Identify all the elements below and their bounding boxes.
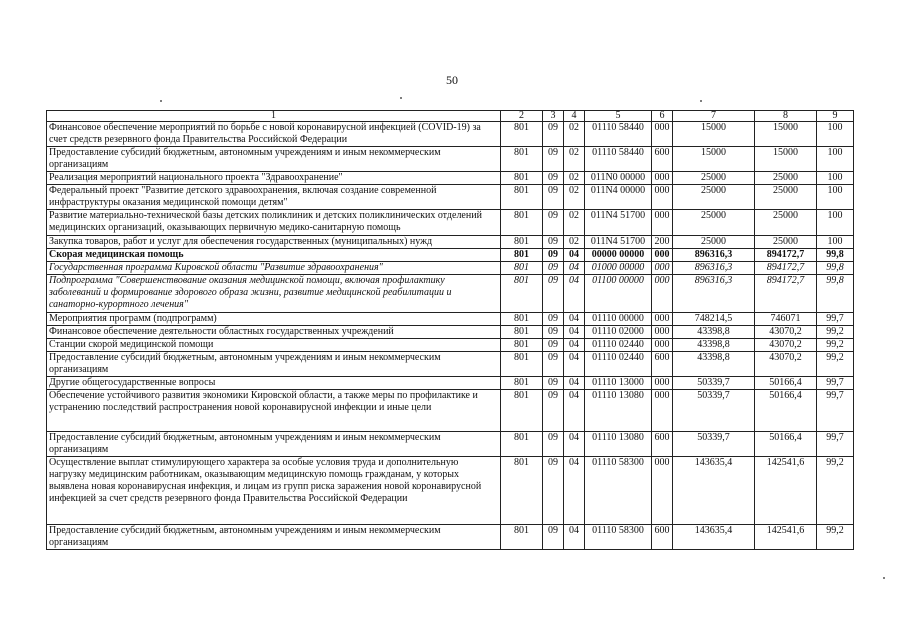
table-cell: 04: [564, 326, 585, 339]
table-cell: 801: [501, 352, 543, 377]
table-cell: 748214,5: [673, 313, 755, 326]
table-row: [47, 275, 854, 313]
table-cell: 99,8: [817, 262, 854, 275]
table-cell: 801: [501, 457, 543, 525]
scan-speck: [883, 577, 885, 579]
table-cell: 801: [501, 432, 543, 457]
table-cell: 04: [564, 352, 585, 377]
table-cell: 43070,2: [755, 352, 817, 377]
table-cell: 600: [652, 525, 673, 550]
table-cell: 896316,3: [673, 249, 755, 262]
table-cell: 04: [564, 249, 585, 262]
table-cell: 99,7: [817, 377, 854, 390]
table-cell: 011N4 51700: [585, 236, 652, 249]
column-header: 1: [47, 111, 501, 122]
row-label: Предоставление субсидий бюджетным, автономным учреждениям и иным некоммерческим организациям: [47, 432, 501, 457]
table-cell: 01110 02440: [585, 339, 652, 352]
table-row: [47, 525, 854, 550]
table-cell: 09: [543, 525, 564, 550]
table-cell: 43398,8: [673, 326, 755, 339]
table-cell: 01110 13080: [585, 432, 652, 457]
table-cell: 99,2: [817, 525, 854, 550]
table-cell: 43398,8: [673, 339, 755, 352]
table-cell: 000: [652, 313, 673, 326]
column-header: 8: [755, 111, 817, 122]
table-cell: 02: [564, 185, 585, 210]
table-cell: 99,7: [817, 313, 854, 326]
table-cell: 000: [652, 390, 673, 432]
table-cell: 801: [501, 147, 543, 172]
table-row: [47, 352, 854, 377]
table-cell: 801: [501, 525, 543, 550]
table-cell: 25000: [755, 172, 817, 185]
row-label: Предоставление субсидий бюджетным, автономным учреждениям и иным некоммерческим организациям: [47, 147, 501, 172]
table-cell: 04: [564, 457, 585, 525]
table-cell: 011N4 00000: [585, 185, 652, 210]
column-header: 4: [564, 111, 585, 122]
table-cell: 15000: [755, 122, 817, 147]
table-cell: 02: [564, 147, 585, 172]
table-cell: 02: [564, 172, 585, 185]
table-cell: 000: [652, 457, 673, 525]
column-header: 7: [673, 111, 755, 122]
table-cell: 000: [652, 172, 673, 185]
table-cell: 25000: [673, 185, 755, 210]
column-header: 3: [543, 111, 564, 122]
table-cell: 25000: [755, 236, 817, 249]
table-cell: 801: [501, 326, 543, 339]
table-cell: 000: [652, 249, 673, 262]
table-cell: 000: [652, 326, 673, 339]
row-label: Финансовое обеспечение мероприятий по борьбе с новой коронавирусной инфекцией (COVID-19) за счет средств резервного фонда Правительства Российской Федерации: [47, 122, 501, 147]
table-cell: 143635,4: [673, 525, 755, 550]
table-cell: 01100 00000: [585, 275, 652, 313]
table-cell: 801: [501, 377, 543, 390]
table-cell: 000: [652, 262, 673, 275]
table-cell: 801: [501, 249, 543, 262]
table-cell: 09: [543, 210, 564, 236]
table-cell: 01110 58300: [585, 457, 652, 525]
table-cell: 01110 58300: [585, 525, 652, 550]
table-cell: 00000 00000: [585, 249, 652, 262]
row-label: Скорая медицинская помощь: [47, 249, 501, 262]
table-cell: 100: [817, 172, 854, 185]
table-cell: 600: [652, 352, 673, 377]
table-cell: 801: [501, 262, 543, 275]
table-cell: 99,7: [817, 432, 854, 457]
table-cell: 142541,6: [755, 525, 817, 550]
table-cell: 25000: [673, 172, 755, 185]
table-cell: 25000: [673, 210, 755, 236]
table-cell: 801: [501, 172, 543, 185]
table-cell: 896316,3: [673, 275, 755, 313]
table-row: [47, 122, 854, 147]
table-cell: 99,2: [817, 352, 854, 377]
table-cell: 99,7: [817, 390, 854, 432]
row-label: Реализация мероприятий национального проекта "Здравоохранение": [47, 172, 501, 185]
table-cell: 50339,7: [673, 390, 755, 432]
table-cell: 000: [652, 122, 673, 147]
table-cell: 15000: [673, 147, 755, 172]
budget-table: [46, 110, 854, 550]
table-cell: 600: [652, 147, 673, 172]
table-cell: 50339,7: [673, 432, 755, 457]
table-cell: 011N4 51700: [585, 210, 652, 236]
row-label: Предоставление субсидий бюджетным, автономным учреждениям и иным некоммерческим организациям: [47, 525, 501, 550]
table-cell: 25000: [755, 185, 817, 210]
table-cell: 894172,7: [755, 275, 817, 313]
row-label: Станции скорой медицинской помощи: [47, 339, 501, 352]
table-cell: 801: [501, 210, 543, 236]
table-row: [47, 326, 854, 339]
table-cell: 011N0 00000: [585, 172, 652, 185]
table-row: [47, 210, 854, 236]
table-cell: 02: [564, 122, 585, 147]
table-cell: 15000: [755, 147, 817, 172]
scan-speck: [400, 97, 402, 99]
table-row: [47, 339, 854, 352]
table-body: [47, 122, 854, 550]
table-cell: 09: [543, 185, 564, 210]
table-cell: 600: [652, 432, 673, 457]
row-label: Финансовое обеспечение деятельности областных государственных учреждений: [47, 326, 501, 339]
table-cell: 894172,7: [755, 262, 817, 275]
scan-speck: [700, 100, 702, 102]
table-cell: 801: [501, 236, 543, 249]
table-cell: 15000: [673, 122, 755, 147]
table-cell: 04: [564, 275, 585, 313]
page-number: 50: [446, 73, 458, 87]
table-cell: 01000 00000: [585, 262, 652, 275]
table-cell: 100: [817, 185, 854, 210]
table-cell: 100: [817, 236, 854, 249]
table-cell: 25000: [755, 210, 817, 236]
table-cell: 04: [564, 525, 585, 550]
table-cell: 43398,8: [673, 352, 755, 377]
table-row: [47, 147, 854, 172]
table-cell: 801: [501, 390, 543, 432]
table-cell: 000: [652, 339, 673, 352]
table-cell: 43070,2: [755, 339, 817, 352]
table-cell: 01110 58440: [585, 122, 652, 147]
table-cell: 09: [543, 390, 564, 432]
table-cell: 04: [564, 339, 585, 352]
table-cell: 50166,4: [755, 390, 817, 432]
table-cell: 04: [564, 390, 585, 432]
table-cell: 09: [543, 172, 564, 185]
row-label: Государственная программа Кировской области "Развитие здравоохранения": [47, 262, 501, 275]
table-row: [47, 313, 854, 326]
table-cell: 746071: [755, 313, 817, 326]
column-header: 5: [585, 111, 652, 122]
table-cell: 09: [543, 275, 564, 313]
table-cell: 801: [501, 313, 543, 326]
table-cell: 01110 02000: [585, 326, 652, 339]
table-cell: 143635,4: [673, 457, 755, 525]
column-header: 2: [501, 111, 543, 122]
table-cell: 50166,4: [755, 432, 817, 457]
table-cell: 04: [564, 313, 585, 326]
table-cell: 801: [501, 339, 543, 352]
table-cell: 100: [817, 210, 854, 236]
table-cell: 09: [543, 122, 564, 147]
row-label: Мероприятия программ (подпрограмм): [47, 313, 501, 326]
table-cell: 01110 13000: [585, 377, 652, 390]
row-label: Закупка товаров, работ и услуг для обеспечения государственных (муниципальных) нужд: [47, 236, 501, 249]
table-cell: 99,8: [817, 275, 854, 313]
table-cell: 100: [817, 147, 854, 172]
table-cell: 99,2: [817, 326, 854, 339]
table-row: [47, 236, 854, 249]
table-row: [47, 457, 854, 525]
table-row: [47, 377, 854, 390]
table-cell: 000: [652, 210, 673, 236]
table-cell: 894172,7: [755, 249, 817, 262]
table-cell: 01110 02440: [585, 352, 652, 377]
table-cell: 01110 13080: [585, 390, 652, 432]
table-cell: 99,2: [817, 339, 854, 352]
table-cell: 09: [543, 147, 564, 172]
table-row: [47, 249, 854, 262]
row-label: Предоставление субсидий бюджетным, автономным учреждениям и иным некоммерческим организациям: [47, 352, 501, 377]
table-row: [47, 432, 854, 457]
table-cell: 142541,6: [755, 457, 817, 525]
row-label: Подпрограмма "Совершенствование оказания медицинской помощи, включая профилактику заболеваний и формирование здорового образа жизни, развитие медицинской реабилитации и санаторно-курортного лечения": [47, 275, 501, 313]
table-cell: 25000: [673, 236, 755, 249]
table-cell: 50166,4: [755, 377, 817, 390]
table-cell: 02: [564, 210, 585, 236]
table-cell: 99,8: [817, 249, 854, 262]
table-row: [47, 390, 854, 432]
table-cell: 801: [501, 122, 543, 147]
table-cell: 99,2: [817, 457, 854, 525]
table-row: [47, 185, 854, 210]
column-header: 9: [817, 111, 854, 122]
table-cell: 43070,2: [755, 326, 817, 339]
table-row: [47, 172, 854, 185]
table-cell: 09: [543, 236, 564, 249]
table-cell: 01110 58440: [585, 147, 652, 172]
row-label: Осуществление выплат стимулирующего характера за особые условия труда и дополнительную нагрузку медицинским работникам, оказывающим медицинскую помощь гражданам, у которых выявлена новая коронавирусная инфекция, и лицам из групп риска заражения новой коронавирусной инфекцией за счет средств резервного фонда Правительства Российской Федерации: [47, 457, 501, 525]
table-cell: 09: [543, 457, 564, 525]
table-cell: 02: [564, 236, 585, 249]
table-cell: 000: [652, 185, 673, 210]
table-cell: 896316,3: [673, 262, 755, 275]
table-cell: 04: [564, 377, 585, 390]
row-label: Федеральный проект "Развитие детского здравоохранения, включая создание современной инфраструктуры оказания медицинской помощи детям": [47, 185, 501, 210]
table-cell: 09: [543, 313, 564, 326]
table-cell: 801: [501, 185, 543, 210]
table-cell: 09: [543, 339, 564, 352]
table-cell: 09: [543, 249, 564, 262]
table-header-row: [47, 111, 854, 122]
table-cell: 000: [652, 377, 673, 390]
table-cell: 000: [652, 275, 673, 313]
row-label: Обеспечение устойчивого развития экономики Кировской области, а также меры по профилактике и устранению последствий распространения новой коронавирусной инфекции и иные цели: [47, 390, 501, 432]
row-label: Другие общегосударственные вопросы: [47, 377, 501, 390]
column-header: 6: [652, 111, 673, 122]
table-cell: 09: [543, 326, 564, 339]
row-label: Развитие материально-технической базы детских поликлиник и детских поликлинических отделений медицинских организаций, оказывающих первичную медико-санитарную помощь: [47, 210, 501, 236]
table-cell: 100: [817, 122, 854, 147]
table-cell: 200: [652, 236, 673, 249]
table-cell: 09: [543, 352, 564, 377]
table-cell: 50339,7: [673, 377, 755, 390]
table-cell: 09: [543, 262, 564, 275]
table-cell: 04: [564, 262, 585, 275]
table-cell: 09: [543, 432, 564, 457]
table-cell: 01110 00000: [585, 313, 652, 326]
table-row: [47, 262, 854, 275]
scan-speck: [160, 100, 162, 102]
table-cell: 09: [543, 377, 564, 390]
table-cell: 04: [564, 432, 585, 457]
table-cell: 801: [501, 275, 543, 313]
